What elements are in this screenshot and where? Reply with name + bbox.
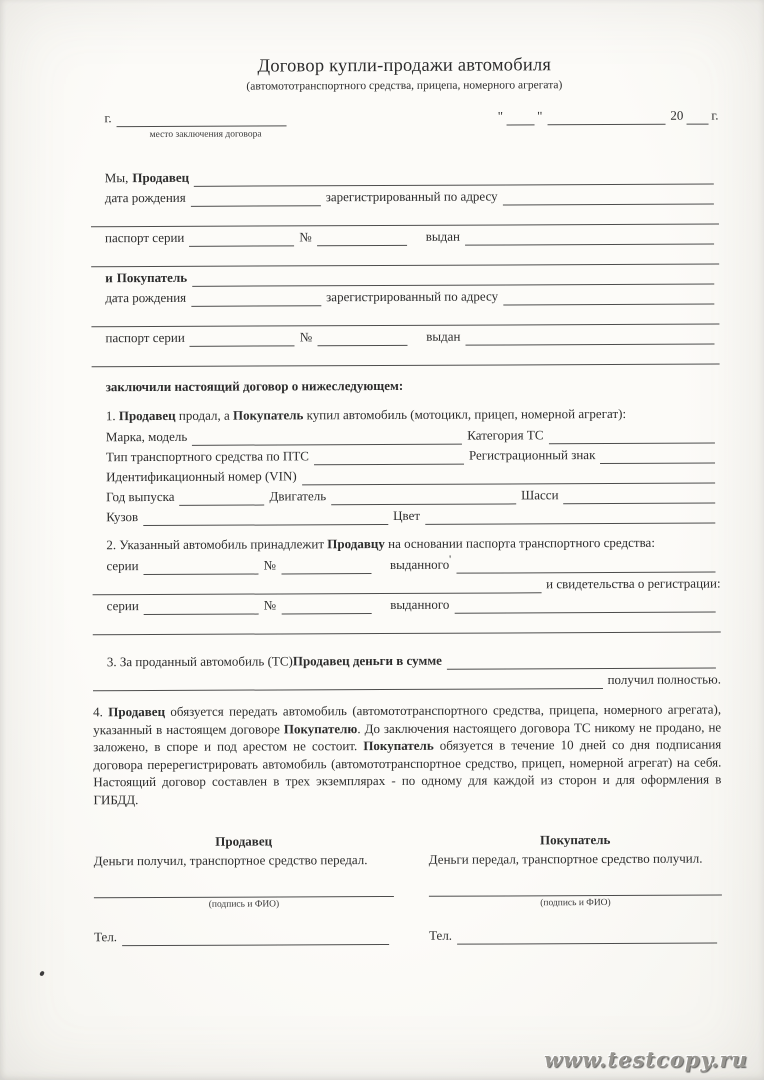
seller-signature-block — [94, 831, 394, 946]
seller-passport-continuation-row — [91, 245, 719, 268]
document-subtitle: (автомототранспортного средства, прицепа, номерного агрегата) — [246, 79, 563, 93]
body-color-row — [92, 504, 720, 527]
section1-intro-part: продал, а — [175, 407, 234, 423]
cert-issued-continuation-row — [93, 613, 721, 636]
buyer-address-continuation-field — [91, 309, 719, 328]
buyer-signature-block — [429, 830, 722, 945]
watermark-text: www.testcopy.ru — [544, 1047, 748, 1072]
reg-plate-label: Регистрационный знак — [468, 447, 596, 463]
day-quote-open: " — [497, 108, 504, 124]
cert-series-row — [93, 593, 721, 616]
seller-signature-caption: (подпись и ФИО) — [208, 899, 280, 910]
section4-part: . До заключения настоящего договора ТС никому не продано, не заложено, в споре и под арестом не состоит. — [93, 719, 722, 755]
seller-address-continuation-row — [91, 205, 719, 228]
preamble-line: заключили настоящий договор о нижеследующем: — [105, 377, 404, 395]
registration-cert-label: и свидетельства о регистрации: — [546, 575, 721, 592]
year-field — [686, 109, 708, 125]
buyer-phone-label: Тел. — [429, 927, 453, 943]
document-title: Договор купли-продажи автомобиля — [257, 55, 552, 77]
sum-continuation-field — [93, 673, 603, 691]
section4-part: обязуется в течение 10 дней со дня подписания договора перерегистрировать автомобиль (автомототранспортное средство, прицеп, номерной агрегат) на себя. Настоящий договор составлен в трех экземплярах - по одному для каждой из сторон и для оформления в ГИБДД. — [93, 736, 722, 807]
day-field — [506, 109, 534, 125]
category-label: Категория ТС — [467, 427, 544, 443]
buyer-passport-series-label: паспорт серии — [105, 329, 185, 346]
scan-speck-artifact — [39, 970, 44, 976]
color-label: Цвет — [393, 507, 421, 523]
seller-intro-name: Продавец — [132, 169, 190, 186]
seller-phone-row — [94, 925, 394, 946]
year-suffix: г. — [711, 107, 719, 123]
pts-number-sign: № — [263, 557, 277, 573]
seller-birthdate-field — [191, 190, 321, 207]
buyer-registered-label: зарегистрированный по адресу — [326, 288, 499, 305]
buyer-signature-field — [429, 869, 722, 897]
seller-passport-issued-label: выдан — [425, 228, 461, 244]
cert-issued-field — [454, 597, 715, 614]
pts-issued-label: выданного — [389, 556, 450, 572]
buyer-birthdate-label: дата рождения — [105, 289, 187, 306]
make-model-row — [92, 424, 720, 447]
place-caption-row — [91, 125, 719, 140]
day-quote-close: " — [537, 108, 543, 124]
sum-field — [447, 653, 716, 670]
seller-registered-label: зарегистрированный по адресу — [325, 188, 498, 205]
seller-signature-field — [94, 870, 394, 898]
buyer-name-field — [192, 269, 714, 287]
vin-label: Идентификационный номер (VIN) — [106, 468, 297, 485]
section2-intro-part: на основании паспорта транспортного средства: — [384, 534, 655, 551]
section4-paragraph — [93, 701, 721, 809]
vin-field — [302, 468, 715, 486]
seller-intro-row — [91, 165, 719, 188]
pts-issued-field — [456, 557, 715, 574]
section1-seller-word: Продавец — [118, 407, 176, 424]
seller-passport-issued-field — [465, 229, 714, 246]
year-prefix: 20 — [670, 107, 684, 123]
buyer-signature-title: Покупатель — [539, 832, 611, 848]
buyer-intro-prefix: и — [105, 270, 113, 286]
seller-passport-continuation-field — [91, 249, 719, 268]
cert-issued-continuation-field — [93, 617, 721, 636]
buyer-intro-name: Покупатель — [116, 269, 188, 286]
section1-buyer-word: Покупатель — [232, 407, 304, 423]
engine-field — [331, 488, 516, 505]
dateline-row — [90, 105, 718, 128]
buyer-passport-issued-field — [465, 329, 714, 346]
buyer-passport-continuation-field — [92, 349, 720, 368]
city-field — [117, 110, 287, 127]
vehicle-type-row — [92, 444, 720, 467]
seller-phone-field — [122, 929, 389, 946]
section2-seller-word: Продавцу — [327, 535, 385, 552]
buyer-passport-series-field — [190, 330, 295, 346]
cert-number-sign: № — [263, 597, 277, 613]
section4-buyer-word: Покупатель — [363, 737, 434, 754]
category-field — [548, 428, 714, 445]
seller-address-field — [503, 189, 714, 206]
buyer-address-field — [503, 289, 714, 306]
sum-continuation-row — [93, 669, 721, 692]
buyer-phone-row — [429, 924, 722, 945]
engine-label: Двигатель — [269, 488, 327, 504]
pts-series-row — [92, 553, 720, 576]
section1-intro — [92, 404, 720, 427]
buyer-passport-number-field — [317, 330, 407, 346]
section4-part: 4. — [93, 704, 109, 720]
pts-issued-continuation-field — [93, 577, 542, 595]
seller-address-continuation-field — [91, 209, 719, 228]
section4-buyer-dative-word: Покупателю — [283, 720, 358, 736]
buyer-signature-caption: (подпись и ФИО) — [540, 898, 611, 909]
year-engine-chassis-row — [92, 484, 720, 507]
buyer-birthdate-field — [191, 290, 321, 307]
section4-part: обязуется передать автомобиль (автомототранспортного средства, прицепа, номерного агрегата), указанный в настоящем договоре — [93, 701, 722, 737]
seller-signature-title: Продавец — [215, 833, 273, 849]
registration-cert-row — [93, 573, 721, 596]
body-label: Кузов — [106, 509, 139, 525]
make-model-label: Марка, модель — [105, 428, 188, 445]
section2-intro-part: 2. Указанный автомобиль принадлежит — [106, 536, 328, 553]
seller-passport-number-sign: № — [299, 229, 312, 245]
cert-number-field — [281, 598, 371, 614]
seller-passport-series-label: паспорт серии — [105, 229, 185, 246]
make-model-field — [192, 429, 462, 446]
section3-intro-part: 3. За проданный автомобиль (ТС) — [106, 653, 293, 670]
vehicle-type-field — [314, 449, 464, 466]
buyer-phone-field — [457, 928, 717, 945]
section4-seller-word: Продавец — [108, 703, 166, 720]
buyer-intro-row — [91, 265, 719, 288]
cert-series-field — [144, 599, 259, 616]
section3-sum-label: Продавец деньги в сумме — [292, 652, 442, 669]
section1-intro-part: 1. — [105, 408, 119, 424]
month-field — [547, 109, 665, 126]
seller-statement: Деньги получил, транспортное средство передал. — [93, 852, 368, 869]
pts-number-field — [281, 558, 371, 574]
buyer-address-continuation-row — [91, 305, 719, 328]
cert-series-label: серии — [106, 598, 139, 614]
body-field — [143, 509, 388, 526]
buyer-passport-continuation-row — [92, 345, 720, 368]
vin-row — [92, 464, 720, 487]
chassis-field — [563, 488, 715, 505]
received-full-label: получил полностью. — [607, 671, 721, 688]
chassis-label: Шасси — [521, 487, 559, 503]
buyer-passport-issued-label: выдан — [426, 328, 461, 344]
buyer-passport-number-sign: № — [299, 329, 313, 345]
signatures-section — [94, 830, 722, 947]
seller-phone-label: Тел. — [94, 929, 118, 945]
buyer-birth-row — [91, 285, 719, 308]
seller-passport-row — [91, 225, 719, 248]
seller-birthdate-label: дата рождения — [104, 189, 186, 206]
reg-plate-field — [600, 448, 715, 464]
buyer-statement: Деньги передал, транспортное средство получил. — [428, 850, 703, 867]
seller-passport-number-field — [317, 230, 407, 246]
seller-name-field — [194, 169, 714, 187]
seller-passport-series-field — [189, 230, 294, 246]
city-label: г. — [104, 110, 112, 126]
section3-intro-row — [93, 649, 721, 672]
pts-series-label: серии — [106, 558, 139, 574]
seller-intro-prefix: Мы, — [104, 170, 129, 186]
vehicle-type-label: Тип транспортного средства по ПТС — [105, 448, 309, 465]
cert-issued-label: выданного — [390, 596, 450, 612]
section1-intro-part: купил автомобиль (мотоцикл, прицеп, номерной агрегат): — [303, 405, 627, 423]
place-caption: место заключения договора — [149, 129, 262, 141]
stray-mark: ' — [449, 553, 452, 566]
pts-series-field — [144, 559, 259, 576]
section2-intro — [92, 533, 720, 556]
buyer-passport-row — [91, 325, 719, 348]
color-field — [425, 508, 715, 525]
year-value-field — [179, 490, 264, 506]
year-label: Год выпуска — [106, 488, 175, 505]
seller-birth-row — [91, 185, 719, 208]
